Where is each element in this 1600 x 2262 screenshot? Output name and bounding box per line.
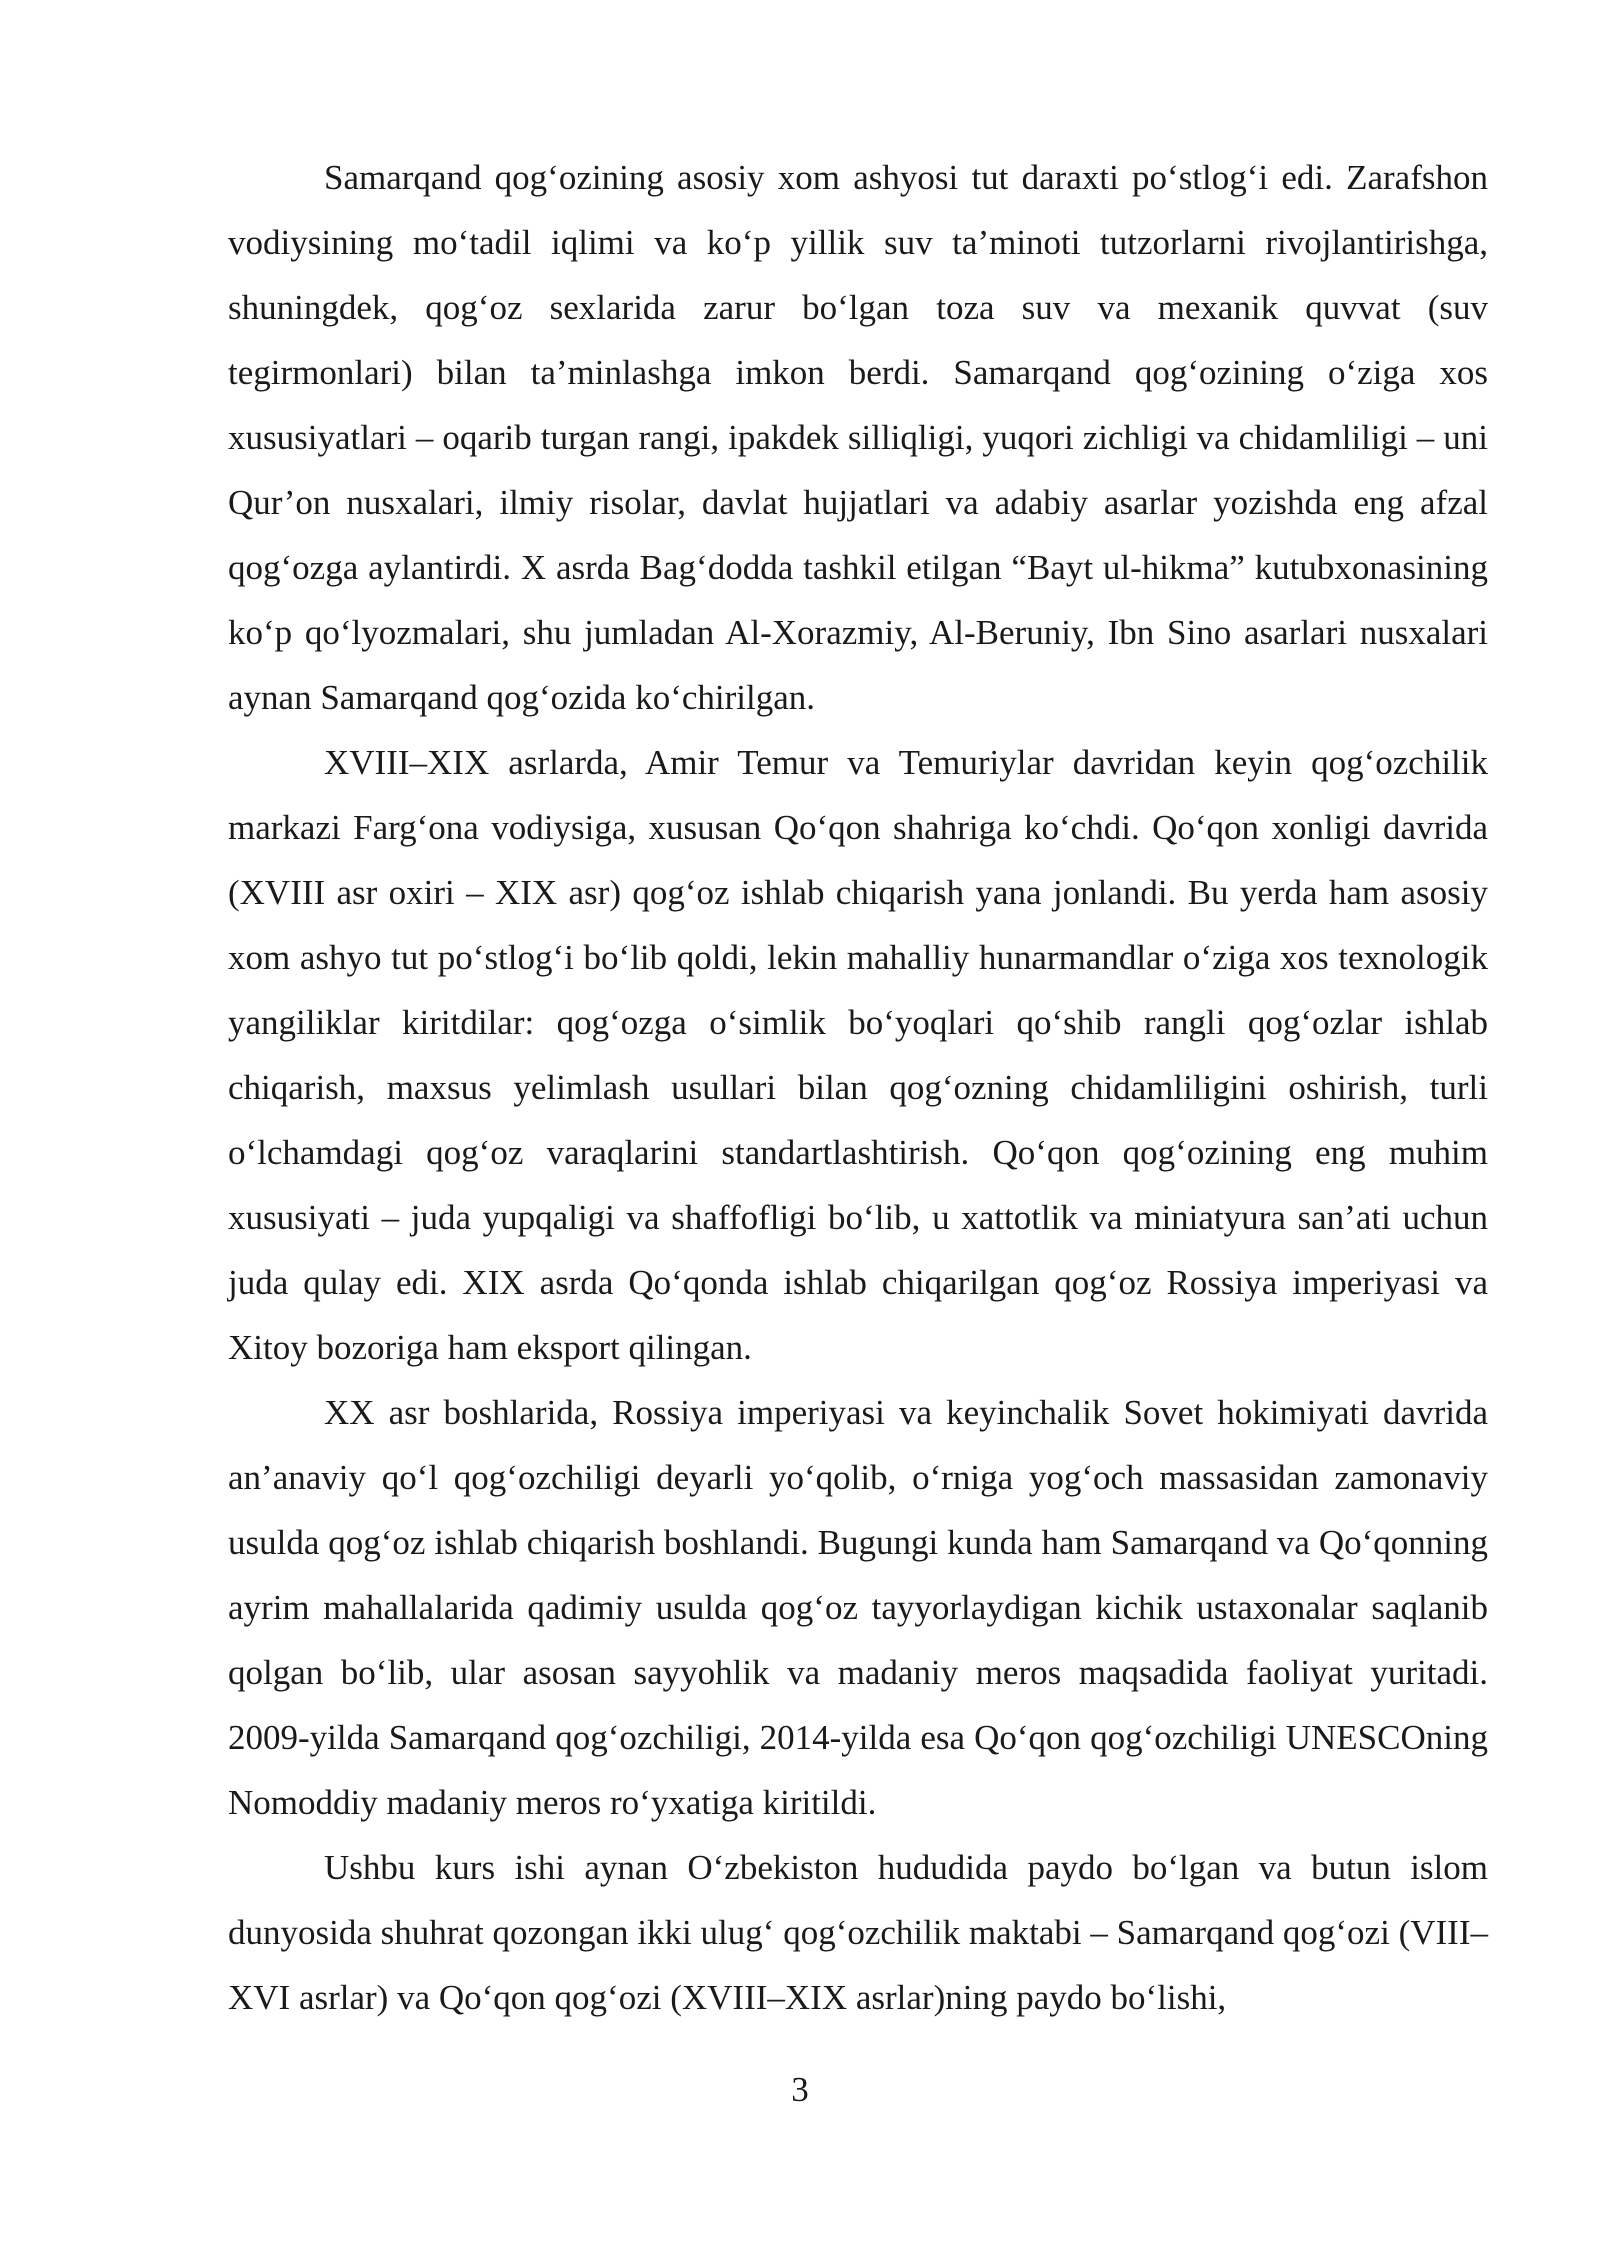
paragraph-20th-century: XX asr boshlarida, Rossiya imperiyasi va keyinchalik Sovet hokimiyati davrida an’anaviy qo‘l qog‘ozchiligi deyarli yo‘qolib, o‘rniga yog‘och massasidan zamonaviy usulda qog‘oz ishlab chiqarish boshlandi. Bugungi kunda ham Samarqand va Qo‘qonning ayrim mahallalarida qadimiy usulda qog‘oz tayyorlaydigan kichik ustaxonalar saqlanib qolgan bo‘lib, ular asosan sayyohlik va madaniy meros maqsadida faoliyat yuritadi. 2009-yilda Samarqand qog‘ozchiligi, 2014-yilda esa Qo‘qon qog‘ozchiligi UNESCOning Nomoddiy madaniy meros ro‘yxatiga kiritildi. xyxy=(228,1393,1488,1822)
paragraph-samarqand-paper: Samarqand qog‘ozining asosiy xom ashyosi tut daraxti po‘stlog‘i edi. Zarafshon vodiysining mo‘tadil iqlimi va ko‘p yillik suv ta’minoti tutzorlarni rivojlantirishga, shuningdek, qog‘oz sexlarida zarur bo‘lgan toza suv va mexanik quvvat (suv tegirmonlari) bilan ta’minlashga imkon berdi. Samarqand qog‘ozining o‘ziga xos xususiyatlari – oqarib turgan rangi, ipakdek silliqligi, yuqori zichligi va chidamliligi – uni Qur’on nusxalari, ilmiy risolar, davlat hujjatlari va adabiy asarlar yozishda eng afzal qog‘ozga aylantirdi. X asrda Bag‘dodda tashkil etilgan “Bayt ul-hikma” kutubxonasining ko‘p qo‘lyozmalari, shu jumladan Al-Xorazmiy, Al-Beruniy, Ibn Sino asarlari nusxalari aynan Samarqand qog‘ozida ko‘chirilgan. xyxy=(228,158,1488,717)
paragraph-qoqon-paper: XVIII–XIX asrlarda, Amir Temur va Temuriylar davridan keyin qog‘ozchilik markazi Farg‘ona vodiysiga, xususan Qo‘qon shahriga ko‘chdi. Qo‘qon xonligi davrida (XVIII asr oxiri – XIX asr) qog‘oz ishlab chiqarish yana jonlandi. Bu yerda ham asosiy xom ashyo tut po‘stlog‘i bo‘lib qoldi, lekin mahalliy hunarmandlar o‘ziga xos texnologik yangiliklar kiritdilar: qog‘ozga o‘simlik bo‘yoqlari qo‘shib rangli qog‘ozlar ishlab chiqarish, maxsus yelimlash usullari bilan qog‘ozning chidamliligini oshirish, turli o‘lchamdagi qog‘oz varaqlarini standartlashtirish. Qo‘qon qog‘ozining eng muhim xususiyati – juda yupqaligi va shaffofligi bo‘lib, u xattotlik va miniatyura san’ati uchun juda qulay edi. XIX asrda Qo‘qonda ishlab chiqarilgan qog‘oz Rossiya imperiyasi va Xitoy bozoriga ham eksport qilingan. xyxy=(228,743,1488,1367)
document-body xyxy=(228,145,1488,2030)
page-number: 3 xyxy=(791,2070,809,2109)
paragraph-course-work: Ushbu kurs ishi aynan O‘zbekiston hududida paydo bo‘lgan va butun islom dunyosida shuhrat qozongan ikki ulug‘ qog‘ozchilik maktabi – Samarqand qog‘ozi (VIII–XVI asrlar) va Qo‘qon qog‘ozi (XVIII–XIX asrlar)ning paydo bo‘lishi, xyxy=(228,1848,1488,2017)
